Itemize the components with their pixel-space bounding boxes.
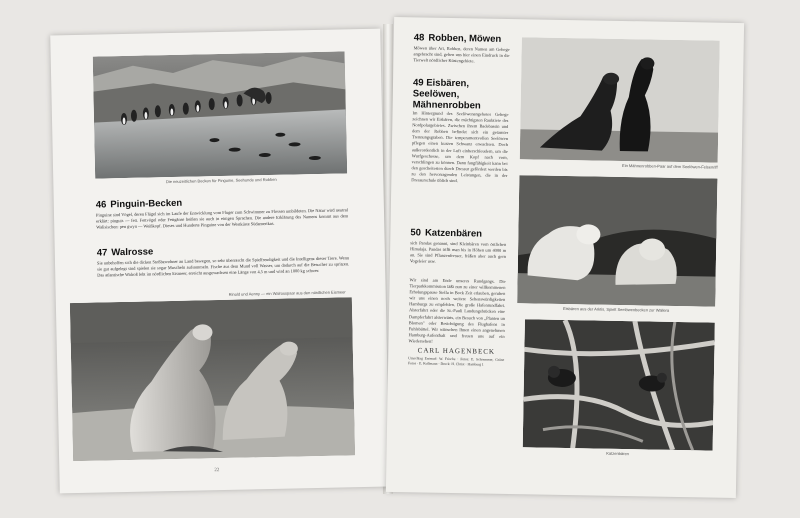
penguin-pool-image: [93, 51, 347, 178]
polar-bears-caption: Eisbären aus der Arktis, Spielt Seelöwenbecken zur Wallera: [562, 305, 670, 313]
section-49-number: 49: [412, 77, 424, 89]
section-49-text: Im Hintergrund des Seelöwenangebotes Gehege zeichnen wir Eisbären, die mächtigsten Raubtiere des Nordpolargebietes. Zwischen ihrem Badebassin und dem der Robben befindet sich ein getarnter Trennungsgraben. Die temperamentvollen Seelöwen pflegen einen kurzen Schwanz erwachsen. Doch außerordentlich in der Luft einherschleudern, um die Wurfgeschosse, um dem Kopf nach vorn, verschlingen zu können. Dann fangfähigkeit kann bei den gescheitesten durch Dressur gefördert werden bis zu den hervorragenden Leistungen, die in der Dressurschule üblich sind.: [411, 110, 509, 184]
section-48: [413, 27, 510, 65]
polar-bears-photo: [517, 175, 717, 306]
sealions-photo: [520, 37, 720, 162]
section-46-text: Pinguine sind Vögel, deren Flügel sich im Laufe der Entwicklung vom Fluger zum Schwimmer zu Flossen umbildeten. Die Natur wird neutral erklärt: pinguis — fett. Fettvögel oder Fettgänse heißen sie auch in einigen Sprachen. Die andere Erklärung des Namens kommt aus dem Walisischen: pen gwyn — Weißkopf. Dieses und Hunderte Pinguine von der Westküste Südamerikas.: [95, 207, 349, 230]
section-50: [410, 222, 507, 266]
section-48-number: 48: [413, 32, 425, 44]
section-47-number: 47: [96, 247, 108, 259]
walrus-image: [70, 297, 355, 461]
colophon: Umschlag Entwurf: W. Frische · Fotos: E. Schremmer, Grüne Fotos · E. Kollmann · Druck: H. Christ · Hamburg 1: [408, 356, 505, 367]
closing-section: [408, 277, 506, 368]
section-49: [411, 77, 509, 185]
section-46-title: Pinguin-Becken: [110, 197, 183, 211]
page-number-left: 22: [214, 468, 220, 474]
section-49-heading: [413, 77, 510, 112]
section-50-text: sich Pandas genannt, sind Kleinbären vom östlichen Himalaja. Pandas trifft man bis in Höhen um 4000 m an. Sie sind Pflanzenfresser, fräßen aber auch gern Vogeleier usw.: [409, 240, 507, 265]
section-46: [96, 189, 349, 231]
section-46-number: 46: [95, 199, 107, 211]
section-47: [97, 237, 350, 279]
walrus-photo-caption: Rinold und Aenny — ein Walrosspaar aus den nördlichen Eismeer: [228, 289, 346, 297]
section-50-number: 50: [410, 227, 422, 239]
section-48-text: Möwen über Art, Robben, deren Namen am Gehege angebracht sind, gehen uns hier einen Eindruck in die Tierwelt nördlicher Küstengebiete.: [413, 45, 510, 64]
section-47-title: Walrosse: [111, 246, 154, 259]
red-pandas-image: [523, 319, 715, 450]
section-47-text: Sie unbeholfen sich die dicken Stoßbewohner an Land bewegen, so sehr überrascht die Spielfreudigkeit und die Intelligenz dieser Tiere. Wenn sie gut aufgelegt sind spielen sie sogar Muscheln aufsammeln. Fische aus dem Mund voll Wasser, um dadurch auf die Besucher zu spritzen. Das atlantische Walroß lebt im nördlichen Eismeer, erreicht ausgewachsen eine Länge von 4,5 m und wird an 1000 kg schwer.: [96, 255, 350, 278]
red-pandas-caption: Katzenbären: [606, 450, 629, 457]
sealions-image: [520, 37, 720, 162]
sealions-caption: Ein Mähnenrobben-Paar auf dem Seelöwen-Felsenriff: [622, 162, 718, 170]
walrus-photo: [70, 297, 355, 461]
section-48-title: Robben, Möwen: [428, 32, 502, 45]
red-pandas-photo: [523, 319, 715, 450]
right-page: [386, 17, 744, 498]
section-49-title: Eisbären, Seelöwen, Mähnenrobben: [412, 77, 481, 112]
penguin-pool-photo: [93, 51, 347, 178]
signature: CARL HAGENBECK: [417, 346, 496, 356]
polar-bears-image: [517, 175, 717, 306]
section-50-title: Katzenbären: [424, 227, 483, 240]
closing-text: Wir sind am Ende unseres Rundgangs. Die Tierparkkommission läßt nun zu einer willkommenen Erholungspause Stella in Bock Zeit erlauben, geruhen wir uns einen noch weitere Sehenswürdigkeiten Hamburgs zu empfehlen. Die große Hafenrundfahrt. Alsterfahrt oder die St.-Pauli Landungsbrücken eine Dampferfahrt alsterwärts, ein Besuch von „Planten un Blomen" oder Besichtigung des Flughafens in Fuhlsbüttel. Wir wünschen Ihnen einen angenehmen Hamburg-Aufenthalt und freuen uns auf ein Wiedersehen!: [408, 277, 506, 344]
penguin-photo-caption: Die neuzeitlichen Becken für Pinguine, Seehunde und Robben: [165, 176, 277, 185]
left-page: [50, 29, 390, 494]
